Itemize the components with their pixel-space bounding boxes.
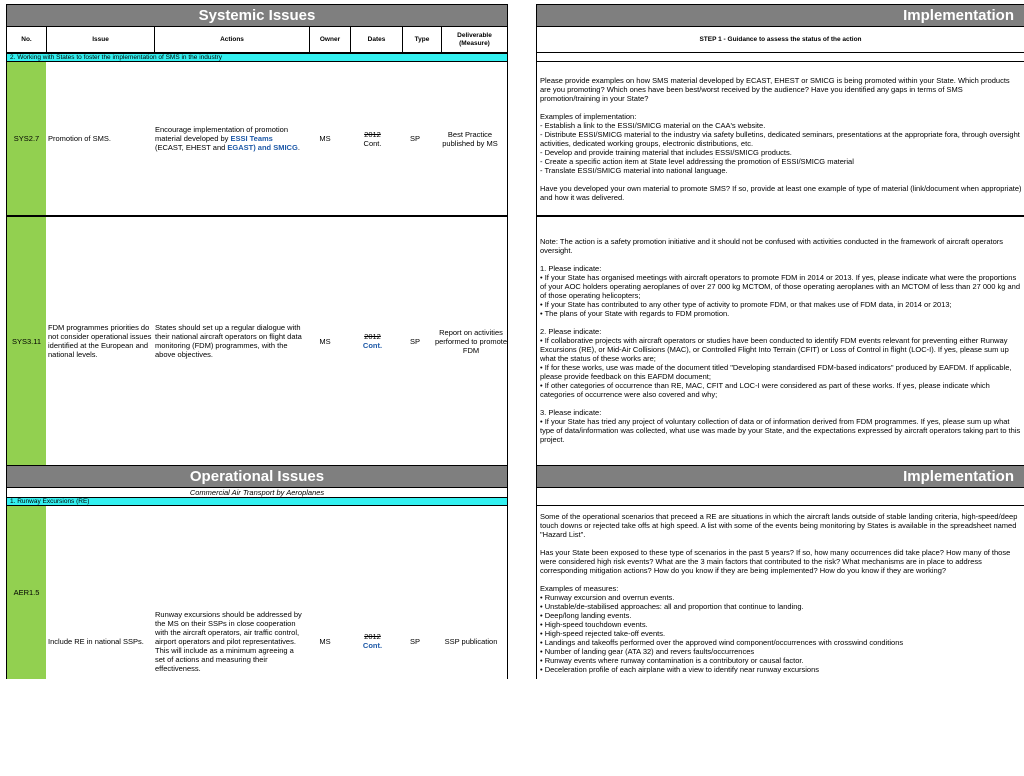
spacer-row — [536, 53, 1024, 62]
table-row — [6, 506, 508, 679]
implementation-header: Implementation — [536, 4, 1024, 27]
row-dates — [347, 62, 398, 215]
row-dates — [347, 217, 398, 465]
row-number: AER1.5 — [7, 506, 46, 679]
col-deliverable: Deliverable (Measure) — [457, 31, 492, 47]
date-old: 2012 — [364, 632, 381, 641]
col-dates: Dates — [351, 27, 403, 52]
row-owner: MS — [319, 336, 331, 346]
column-header-row — [6, 27, 508, 53]
egast-smicg-link[interactable]: EGAST) and SMICG — [227, 143, 298, 152]
spacer-row — [536, 488, 1024, 506]
row-deliverable: SSP publication — [444, 636, 498, 646]
guidance-text: Some of the operational scenarios that preceed a RE are situations in which the aircraft lands outside of stable landing criteria, high-speed/deep touch downs or rejected take offs at high speed. A list with some of the events being monitoring by States is available in the spreadsheet named "Hazard List". Has your State been exposed to these type of scenarios in the past 5 years? If so, how many occurrences did take place? How many of those were considered high risk events? What are the 3 main factors that contributed to the risk? What mechanisms are in place to address corresponding mitigation actions? How do you know if they are being implemented? How do you know if they are working? Examples of measures: • Runway excursion and overrun events. • Unstable/de-stabilised approaches: all and proportion that continue to landing. • Deep/long landing events. • High-speed touchdown events. • High-speed rejected take-off events. • Landings and takeoffs performed over the approved wind component/occurrences with crosswind conditions • Number of landing gear (ATA 32) and revers faults/occurrences • Runway events where runway contamination is a contributory or causal factor. • Deceleration profile of each airplane with a view to identify near runway excursions — [540, 512, 1018, 674]
essi-teams-link[interactable]: ESSI Teams — [230, 134, 273, 143]
table-row — [6, 62, 508, 215]
row-type: SP — [409, 134, 420, 143]
row-owner: MS — [319, 636, 331, 646]
step-label: STEP 1 - Guidance to assess the status of the action — [699, 36, 862, 43]
row-issue: Include RE in national SSPs. — [48, 636, 144, 646]
guidance-cell-1 — [536, 62, 1024, 215]
row-action: Runway excursions should be addressed by the MS on their SSPs in close cooperation with the aircraft operators, air traffic control, airport operators and pilot representatives. This will include as a minimum agreeing a set of actions and measuring their effectiveness. — [155, 609, 302, 673]
row-deliverable: Report on activities performed to promote FDM — [434, 327, 508, 355]
action-text: Encourage implementation of promotion material developed by — [155, 125, 288, 143]
row-deliverable: Best Practice published by MS — [442, 129, 498, 148]
guidance-text: Note: The action is a safety promotion initiative and it should not be confused with activities conducted in the framework of aircraft operators oversight. 1. Please indicate: • If your State has organised meetings with aircraft operators to promote FDM in 2014 or 2013. If yes, please indicate what were the proportions of your AOC holders operating aeroplanes of over 27 000 kg MCTOM, of those operating aeroplanes with an MCTOM of less than 27 000 kg and of those operating helicopters; • If your State has contributed to any other type of activity to promote FDM, or that makes use of FDM data, in 2014 or 2013; • The plans of your State with regards to FDM promotion. 2. Please indicate: • If collaborative projects with aircraft operators or studies have been conducted to identify FDM events relevant for preventing either Runway Excursions (RE), or Mid-Air Collisions (MAC), or Controlled Flight Into Terrain (CFIT) or Loss of Control in flight (LOC-I). If yes, please sum up what the status of these works are; • If for these works, use was made of the document titled "Developing standardised FDM-based indicators" produced by EAFDM. If applicable, please provide feedback on this EAFDM document; • If other categories of occurrence than RE, MAC, CFIT and LOC-I were considered as part of these works. If yes, please indicate which categories of occurrence were also covered and why; 3. Please indicate: • If your State has tried any project of voluntary collection of data or of information derived from FDM programmes. If yes, please sum up what type of data/information was collected, what use was made by your State, and the expectations expressed by aircraft operators taking part to this project. — [540, 237, 1021, 444]
guidance-text: Please provide examples on how SMS material developed by ECAST, EHEST or SMICG is being promoted within your State. Which products are you promoting? Which ones have been best/worst received by the audience? Have you identified any gaps in terms of SMS promotion/training in your State? Examples of implementation: - Establish a link to the ESSI/SMICG material on the CAA's website. - Distribute ESSI/SMICG material to the industry via safety bulletins, dedicated seminars, presentations at the appropriate fora, through oversight activities, dedicated working groups, electronic distributions, etc. - Develop and provide training material that includes ESSI/SMICG products. - Create a specific action item at State level addressing the promotion of ESSI/SMICG material - Translate ESSI/SMICG material into national language. Have you developed your own material to promote SMS? If so, provide at least one example of type of material (link/document when appropriate) and how it was delivered. — [540, 76, 1022, 202]
section-row-re: 1. Runway Excursions (RE) — [6, 497, 508, 506]
date-new: Cont. — [362, 341, 383, 350]
date-new: Cont. — [362, 641, 383, 650]
implementation-header-2: Implementation — [536, 465, 1024, 488]
guidance-cell-2 — [536, 215, 1024, 465]
operational-subtitle: Commercial Air Transport by Aeroplanes — [6, 488, 508, 497]
date-old: 2012 — [364, 129, 381, 139]
row-number: SYS2.7 — [7, 62, 46, 215]
operational-issues-header: Operational Issues — [6, 465, 508, 488]
action-text: . — [297, 143, 300, 152]
col-type: Type — [403, 27, 442, 52]
col-actions: Actions — [155, 27, 310, 52]
row-owner: MS — [319, 134, 331, 143]
row-type: SP — [409, 336, 420, 346]
action-text: (ECAST, EHEST and — [155, 143, 228, 152]
date-new: Cont. — [363, 138, 382, 148]
row-issue: Promotion of SMS. — [48, 134, 111, 143]
step-header — [536, 27, 1024, 53]
col-issue: Issue — [47, 27, 155, 52]
date-old: 2012 — [364, 332, 381, 341]
section-row-sms: 2. Working with States to foster the implementation of SMS in the industry — [6, 53, 508, 62]
table-row — [6, 215, 508, 465]
row-type: SP — [409, 636, 420, 646]
row-dates — [347, 506, 398, 776]
systemic-issues-header: Systemic Issues — [6, 4, 508, 27]
row-action — [155, 62, 303, 215]
col-owner: Owner — [310, 27, 351, 52]
guidance-cell-3 — [536, 506, 1024, 679]
row-number: SYS3.11 — [7, 217, 46, 465]
row-issue: FDM programmes priorities do not consider operational issues identified at the European and national levels. — [48, 323, 152, 359]
col-no: No. — [7, 27, 47, 52]
row-action: States should set up a regular dialogue with their national aircraft operators on flight data monitoring (FDM) programmes, with the above objectives. — [155, 323, 302, 359]
